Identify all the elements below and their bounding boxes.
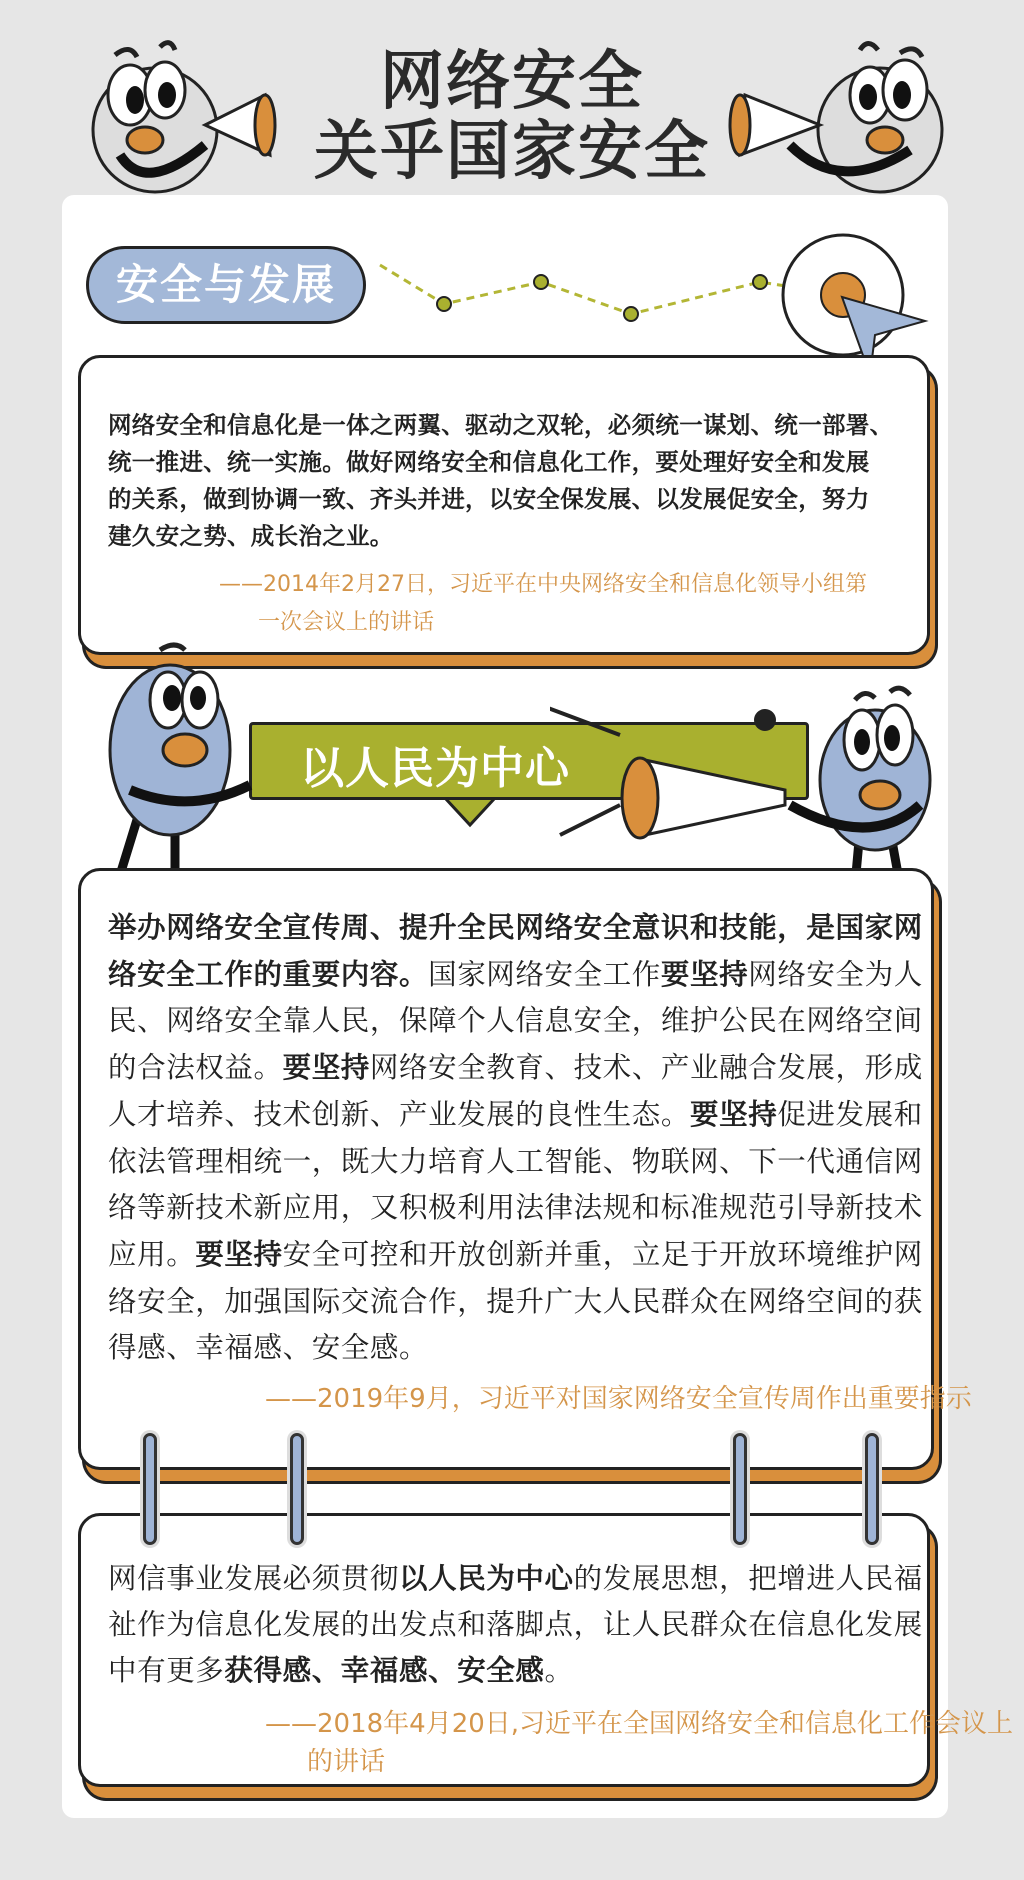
- emphasis-text: 以人民为中心: [399, 1562, 574, 1595]
- quote-line: [108, 998, 923, 1039]
- body-text: 络安全，加强国际交流合作，提升广大人民群众在网络空间的获: [108, 1284, 923, 1318]
- emphasis-text: 举办网络安全宣传周、提升全民网络安全意识和技能，是国家网: [108, 911, 923, 944]
- quote-line: [108, 1185, 923, 1226]
- emphasis-text: 要坚持: [195, 1237, 283, 1271]
- quote-line: [108, 1602, 923, 1643]
- body-text: 国家网络安全工作: [428, 957, 661, 991]
- body-text: 的发展思想，把增进人民福: [573, 1562, 923, 1595]
- dotted-path-target-icon: [370, 225, 930, 375]
- quote-line: [108, 1648, 574, 1689]
- emphasis-text: 络安全工作的重要内容。: [108, 957, 429, 991]
- quote-line: [108, 952, 923, 993]
- citation-line: 的讲话: [307, 1747, 386, 1777]
- section-label-security-development: 安全与发展: [86, 246, 366, 324]
- blue-character-left-icon: [100, 640, 270, 880]
- quote-line: 网络安全和信息化是一体之两翼、驱动之双轮，必须统一谋划、统一部署、: [108, 411, 894, 439]
- body-text: 依法管理相统一，既大力培育人工智能、物联网、下一代通信网: [108, 1144, 923, 1178]
- citation-line: ——2018年4月20日,习近平在全国网络安全和信息化工作会议上: [265, 1709, 1014, 1739]
- binder-ring-icon: [733, 1433, 747, 1545]
- citation-line: ——2014年2月27日，习近平在中央网络安全和信息化领导小组第: [219, 572, 867, 597]
- quote-line: 统一推进、统一实施。做好网络安全和信息化工作，要处理好安全和发展: [108, 448, 870, 476]
- quote-line: [108, 1325, 428, 1366]
- body-text: 络等新技术新应用，又积极利用法律法规和标准规范引导新技术: [108, 1191, 923, 1225]
- body-text: 安全可控和开放创新并重，立足于开放环境维护网: [282, 1237, 923, 1271]
- quote-line: [108, 1139, 923, 1180]
- binder-ring-icon: [143, 1433, 157, 1545]
- body-text: 网信事业发展必须贯彻: [108, 1562, 400, 1595]
- quote-line: [108, 905, 923, 946]
- emphasis-text: 要坚持: [690, 1097, 778, 1131]
- emphasis-text: 要坚持: [282, 1051, 370, 1085]
- quote-line: [108, 1232, 923, 1273]
- citation-line: ——2019年9月，习近平对国家网络安全宣传周作出重要指示: [265, 1384, 972, 1414]
- quote-line: 建久安之势、成长治之业。: [108, 522, 394, 550]
- section-label-people-centered: 以人民为中心: [300, 743, 570, 794]
- emphasis-text: 要坚持: [660, 957, 749, 991]
- quote-line: [108, 1556, 923, 1597]
- blue-character-right-megaphone-icon: [550, 680, 950, 890]
- body-text: 网络安全为人: [748, 957, 923, 991]
- quote-line: [108, 1045, 923, 1086]
- body-text: 应用。: [108, 1237, 196, 1271]
- body-text: 民、网络安全靠人民，保障个人信息安全，维护公民在网络空间: [108, 1004, 923, 1038]
- body-text: 人才培养、技术创新、产业发展的良性生态。: [108, 1097, 691, 1131]
- body-text: 得感、幸福感、安全感。: [108, 1331, 429, 1365]
- body-text: 中有更多: [108, 1654, 225, 1687]
- body-text: 网络安全教育、技术、产业融合发展，形成: [369, 1051, 923, 1085]
- body-text: 促进发展和: [777, 1097, 923, 1131]
- body-text: 。: [544, 1654, 574, 1687]
- binder-ring-icon: [865, 1433, 879, 1545]
- emphasis-text: 获得感、幸福感、安全感: [224, 1654, 545, 1687]
- quote-line: 的关系，做到协调一致、齐头并进，以安全保发展、以发展促安全，努力: [108, 485, 870, 513]
- binder-ring-icon: [290, 1433, 304, 1545]
- body-text: 的合法权益。: [108, 1051, 283, 1085]
- quote-line: [108, 1279, 923, 1320]
- page-title-line2: 关乎国家安全: [314, 115, 710, 189]
- citation-line: 一次会议上的讲话: [258, 610, 435, 635]
- page-title-line1: 网络安全: [380, 45, 644, 119]
- body-text: 祉作为信息化发展的出发点和落脚点，让人民群众在信息化发展: [108, 1608, 923, 1641]
- quote-line: [108, 1092, 923, 1133]
